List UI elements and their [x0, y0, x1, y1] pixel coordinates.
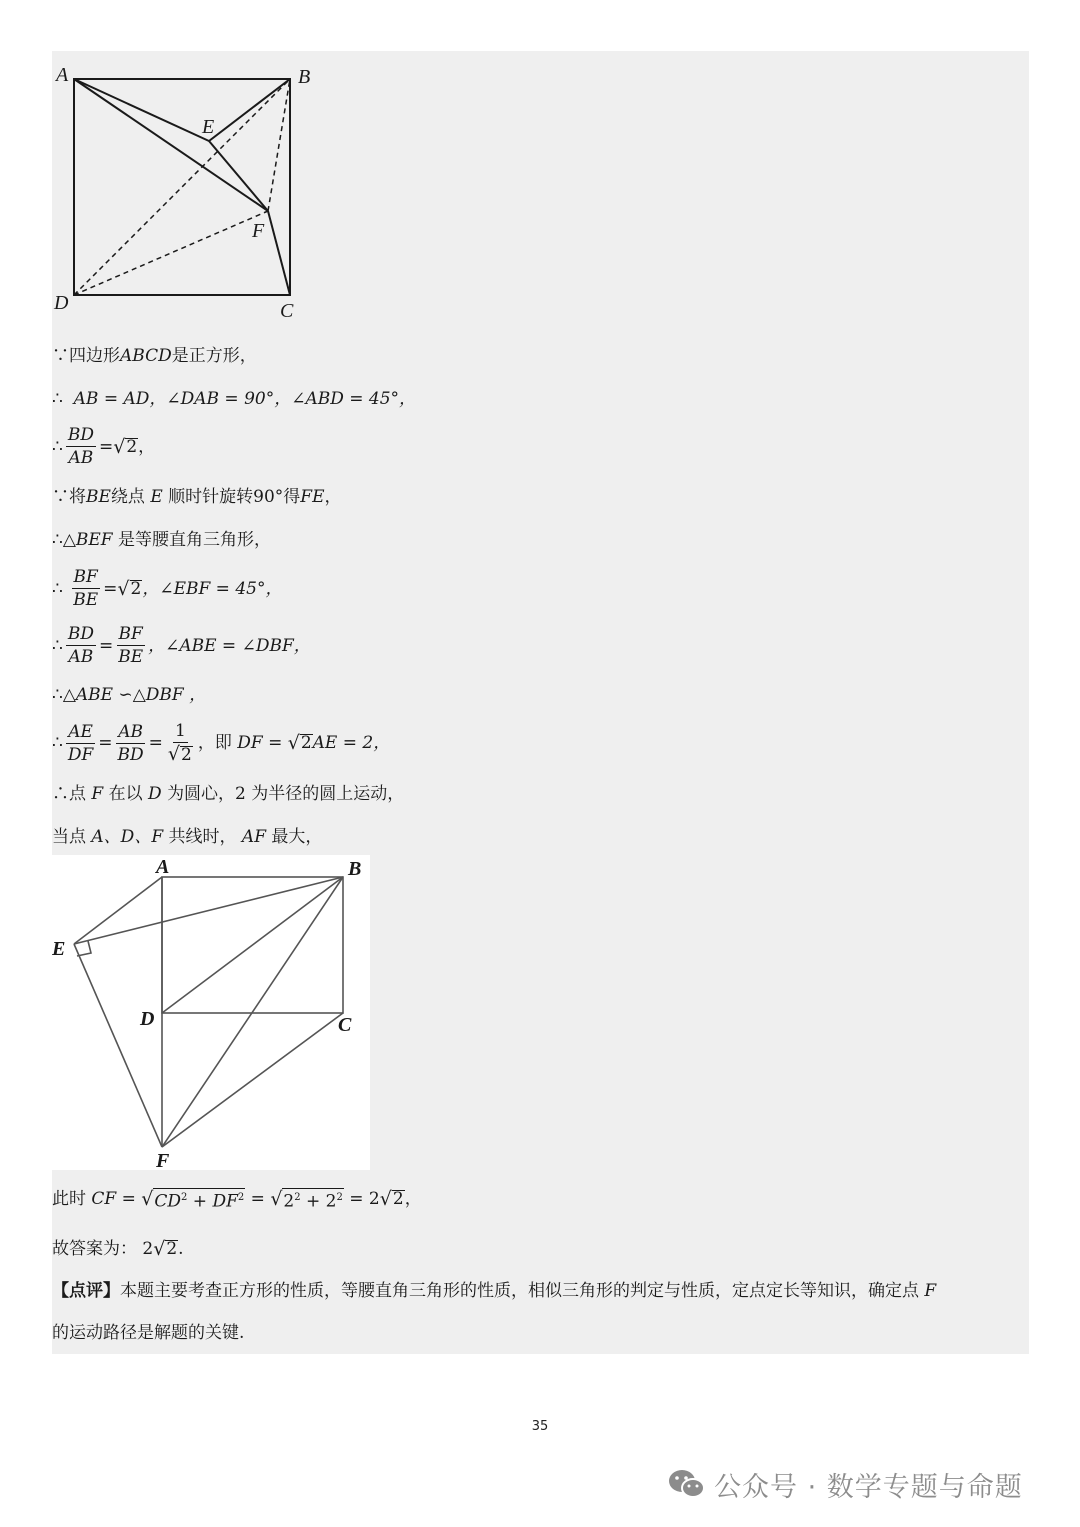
label-f-2: F — [156, 1150, 170, 1170]
segment-af — [74, 79, 268, 211]
label-c-2: C — [338, 1014, 352, 1036]
diagonal-db — [162, 877, 343, 1013]
step-9: ∴ $\frac{AE}{DF}$ = $\frac{AB}{BD}$ = $\frac{1}{√2}$ ，即 DF = √ 2 AE = 2， — [52, 721, 391, 765]
step-12: 此时 CF = √ $CD^2 + DF^2$ = √ $2^2 + 2^2$ = 2 √ 2 ， — [52, 1188, 422, 1212]
watermark — [668, 1464, 1023, 1504]
figure-square-rotation — [52, 55, 322, 330]
segment-fc — [268, 211, 290, 295]
segment-eb — [74, 877, 343, 944]
label-b-2: B — [348, 858, 362, 880]
watermark-text: 公众号 · 数学专题与命题 — [714, 1471, 1023, 1503]
label-e: E — [202, 116, 215, 138]
label-d-2: D — [140, 1008, 155, 1030]
segment-fc — [162, 1013, 343, 1147]
step-7: ∴ $\frac{BD}{AB}$ = $\frac{BF}{BE}$ ，∠ABE = ∠DBF， — [52, 624, 311, 667]
comment-line-2: 的运动路径是解题的关键. — [52, 1323, 245, 1343]
wechat-icon — [668, 1467, 706, 1501]
segment-eb — [209, 79, 290, 141]
label-e-2: E — [52, 938, 66, 960]
page-number: 35 — [531, 1419, 549, 1434]
label-d: D — [54, 292, 69, 314]
label-f: F — [252, 220, 265, 242]
segment-ae — [74, 79, 209, 141]
label-a-2: A — [156, 856, 170, 878]
step-1: ∵四边形 ABCD 是正方形， — [52, 346, 257, 366]
diagonal-bd — [74, 79, 290, 295]
step-6: ∴ $\frac{BF}{BE}$ = √ 2 ，∠EBF = 45°， — [52, 567, 283, 610]
step-11: 当点 A、D、F 共线时， AF 最大， — [52, 827, 323, 847]
segment-bf — [268, 79, 290, 211]
step-10: ∴点 F 在以 D 为圆心，2 为半径的圆上运动， — [52, 784, 405, 804]
step-8: ∴△ ABE ∽△DBF ， — [52, 685, 207, 705]
segment-ef — [74, 944, 162, 1147]
step-4: ∵将 BE 绕点 E 顺时针旋转90°得 FE ， — [52, 487, 342, 507]
step-13: 故答案为： 2 √ 2 . — [52, 1238, 184, 1260]
step-2: ∴ AB = AD，∠DAB = 90°，∠ABD = 45°， — [52, 389, 417, 409]
figure-collinear-case — [52, 855, 370, 1170]
step-5: ∴△ BEF 是等腰直角三角形， — [52, 530, 271, 550]
segment-ea — [74, 877, 162, 944]
label-a: A — [56, 64, 69, 86]
label-c: C — [280, 300, 294, 322]
step-3: ∴ $\frac{BD}{AB}$ = √ 2 ， — [52, 425, 156, 468]
segment-df — [74, 211, 268, 295]
segment-fb — [162, 877, 343, 1147]
label-b: B — [298, 66, 311, 88]
comment-line-1: 【点评】 本题主要考查正方形的性质，等腰直角三角形的性质，相似三角形的判定与性质，定点定长等知识，确定点 F — [52, 1281, 937, 1301]
